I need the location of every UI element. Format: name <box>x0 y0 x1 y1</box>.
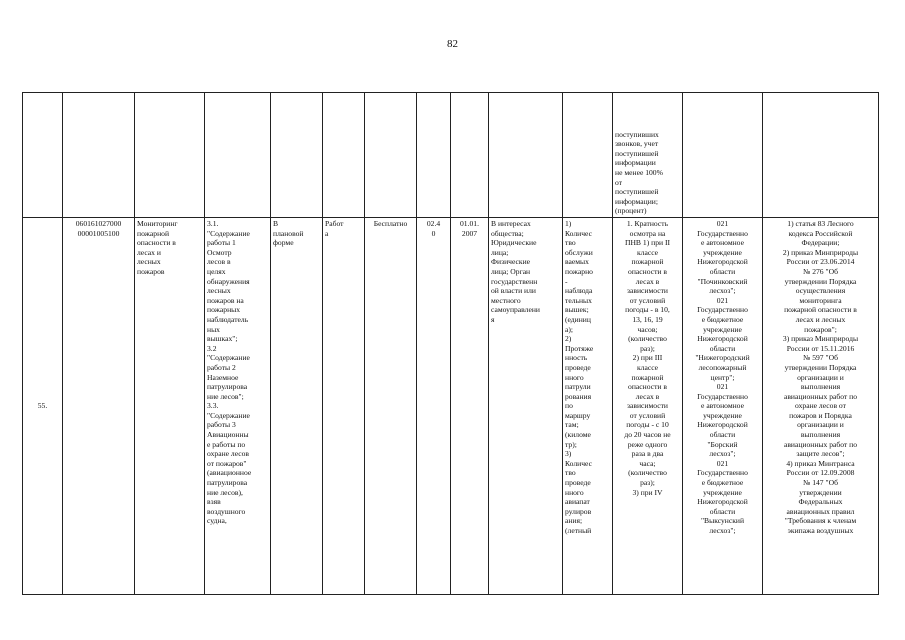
cell-date: 01.01. 2007 <box>451 218 489 595</box>
cell-form: В плановой форме <box>271 218 323 595</box>
cell-quality-indicator: поступивших звонков, учет поступившей информации не менее 100% от поступившей информации; (процент) <box>613 93 683 218</box>
cell-form <box>271 93 323 218</box>
cell-type <box>323 93 365 218</box>
cell-institutions: 021 Государственно е автономное учреждение Нижегородской области "Починковский лесхоз"; 021 Государственно е бюджетное учреждение Нижегородской области "Нижегородский лесопожарный центр"; 021 Государственно е автономное учреждение Нижегородской области "Борский лесхоз"; 021 Государственно е бюджетное учреждение Нижегородской области "Выксунский лесхоз"; <box>683 218 763 595</box>
cell-quality-indicator: 1. Кратность осмотра на ПНВ 1) при II классе пожарной опасности в лесах в зависимости от условий погоды - в 10, 13, 16, 19 часов; (количество раз); 2) при III классе пожарной опасности в лесах в зависимости от условий погоды - с 10 до 20 часов не реже одного раза в два часа; (количество раз); 3) при IV <box>613 218 683 595</box>
cell-institutions <box>683 93 763 218</box>
table-row-previous <box>23 93 879 218</box>
cell-payment: Бесплатно <box>365 218 417 595</box>
cell-legal-acts: 1) статья 83 Лесного кодекса Российской Федерации; 2) приказ Минприроды России от 23.06.2014 № 276 "Об утверждении Порядка осуществления мониторинга пожарной опасности в лесах и лесных пожаров"; 3) приказ Минприроды России от 15.11.2016 № 597 "Об утверждении Порядка организации и выполнения авиационных работ по охране лесов от пожаров и Порядка организации и выполнения авиационных работ по защите лесов"; 4) приказ Минтранса России от 12.09.2008 № 147 "Об утверждении Федеральных авиационных правил "Требования к членам экипажа воздушных <box>763 218 879 595</box>
cell-okved <box>417 93 451 218</box>
cell-consumers: В интересах общества; Юридические лица; Физические лица; Орган государственн ой власти или местного самоуправлени я <box>489 218 563 595</box>
cell-num <box>23 93 63 218</box>
cell-consumers <box>489 93 563 218</box>
cell-name: Мониторинг пожарной опасности в лесах и лесных пожаров <box>135 218 205 595</box>
cell-volume <box>563 93 613 218</box>
table-row-55 <box>23 218 879 595</box>
cell-payment <box>365 93 417 218</box>
page-number: 82 <box>447 38 458 50</box>
cell-okved: 02.4 0 <box>417 218 451 595</box>
cell-content <box>205 93 271 218</box>
cell-legal-acts <box>763 93 879 218</box>
cell-date <box>451 93 489 218</box>
cell-registry-code <box>63 93 135 218</box>
cell-type: Работ а <box>323 218 365 595</box>
cell-volume: 1) Количес тво обслужи ваемых пожарно - наблюда тельных вышек; (единиц а); 2) Протяже нность проведе нного патрули рования по маршру там; (киломе тр); 3) Количес тво проведе нного авиапат рулиров ания; (летный <box>563 218 613 595</box>
cell-num: 55. <box>23 218 63 595</box>
registry-table <box>22 92 879 595</box>
cell-name <box>135 93 205 218</box>
cell-content: 3.1. "Содержание работы 1 Осмотр лесов в целях обнаружения лесных пожаров на пожарных наблюдатель ных вышках"; 3.2 "Содержание работы 2 Наземное патрулирова ние лесов"; 3.3. "Содержание работы 3 Авиационны е работы по охране лесов от пожаров" (авиационное патрулирова ние лесов), взяв воздушного судна, <box>205 218 271 595</box>
cell-registry-code: 060161027000 00001005100 <box>63 218 135 595</box>
